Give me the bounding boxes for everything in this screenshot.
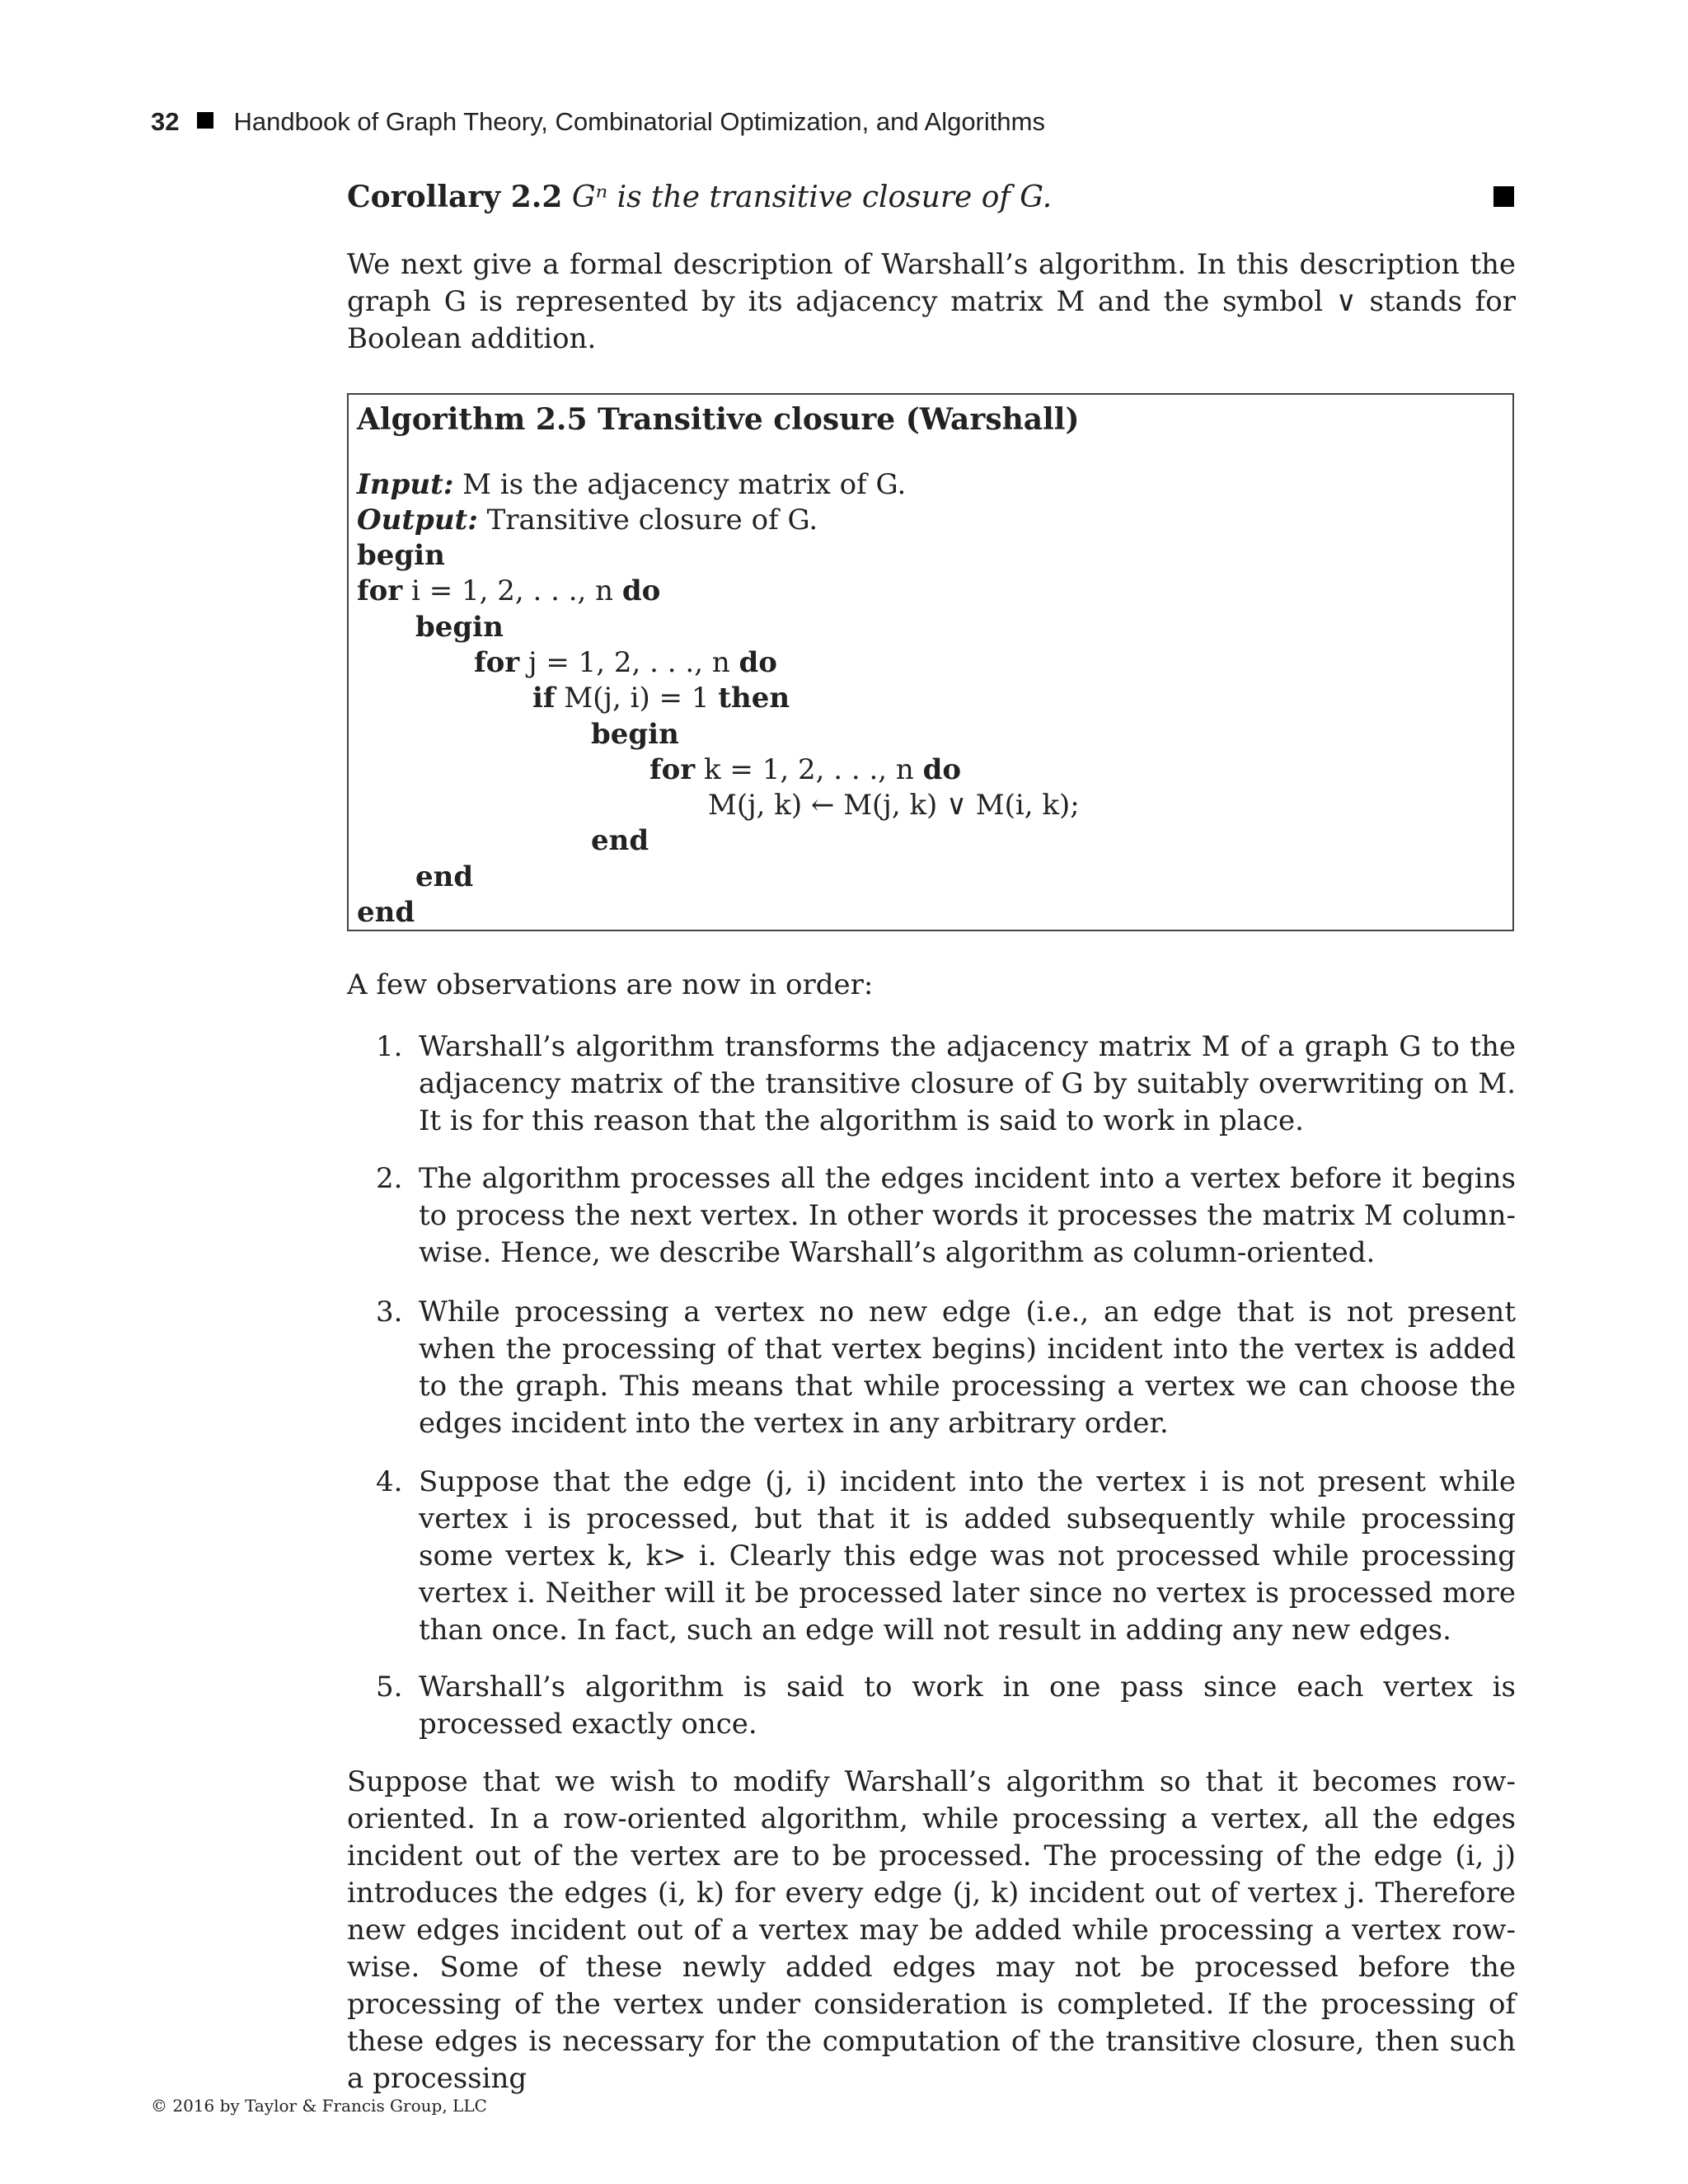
algorithm-expression: j = 1, 2, . . ., n [519, 646, 739, 679]
algorithm-line [474, 645, 777, 681]
algorithm-line [591, 717, 679, 752]
algorithm-line [532, 681, 790, 716]
observation-item [376, 1669, 1516, 1743]
algorithm-keyword: do [922, 753, 962, 786]
observation-text: Warshall’s algorithm transforms the adjacency matrix M of a graph G to the adjacency matrix of the transitive closure of G by suitably overwriting on M. It is for this reason that the algorithm is said to work in place. [419, 1030, 1516, 1137]
observation-text: While processing a vertex no new edge (i.e., an edge that is not present when the processing of that vertex begins) incident into the vertex is added to the graph. This means that while processing a vertex we can choose the edges incident into the vertex in any arbitrary order. [419, 1296, 1516, 1440]
observation-number: 5. [376, 1671, 403, 1704]
observation-text: Suppose that the edge (j, i) incident into the vertex i is not present while vertex i is processed, but that it is added subsequently while processing some vertex k, k> i. Clearly this edge was not processed while processing vertex i. Neither will it be processed later since no vertex is processed more than once. In fact, such an edge will not result in adding any new edges. [419, 1465, 1516, 1647]
algorithm-keyword: for [649, 753, 696, 786]
running-head [151, 105, 1045, 138]
observation-item [376, 1464, 1516, 1649]
algorithm-keyword: begin [591, 718, 679, 751]
algorithm-keyword: end [357, 896, 415, 929]
input-text: M is the adjacency matrix of G. [453, 468, 907, 501]
observation-number: 4. [376, 1465, 403, 1498]
observation-number: 3. [376, 1296, 403, 1329]
algorithm-output [357, 503, 818, 538]
square-bullet-icon [197, 112, 213, 129]
algorithm-keyword: end [415, 860, 474, 893]
book-title: Handbook of Graph Theory, Combinatorial Optimization, and Algorithms [233, 107, 1045, 136]
algorithm-keyword: end [591, 824, 649, 857]
output-label: Output: [357, 504, 478, 537]
qed-square-icon [1493, 186, 1514, 207]
corollary-statement: Gⁿ is the transitive closure of G. [571, 180, 1053, 214]
corollary-label: Corollary 2.2 [347, 180, 563, 214]
output-text: Transitive closure of G. [477, 504, 818, 537]
algorithm-line [591, 823, 649, 859]
algorithm-keyword: do [738, 646, 777, 679]
algorithm-line [415, 610, 504, 645]
observation-number: 1. [376, 1030, 403, 1063]
row-oriented-paragraph: Suppose that we wish to modify Warshall’s algorithm so that it becomes row-oriented. In a row-oriented algorithm, while processing a vertex, all the edges incident out of the vertex are to be processed. The processing of the edge (i, j) introduces the edges (i, k) for every edge (j, k) incident out of vertex j. Therefore new edges incident out of a vertex may be added while processing a vertex row-wise. Some of these newly added edges may not be processed before the processing of the vertex under consideration is completed. If the processing of these edges is necessary for the computation of the transitive closure, then such a processing [347, 1765, 1516, 2095]
algorithm-keyword: for [357, 574, 403, 607]
algorithm-line [708, 788, 1080, 823]
algorithm-keyword: begin [415, 611, 504, 644]
observations-intro: A few observations are now in order: [347, 968, 874, 1001]
algorithm-expression: i = 1, 2, . . ., n [402, 574, 622, 607]
algorithm-expression: k = 1, 2, . . ., n [695, 753, 923, 786]
algorithm-keyword: if [532, 682, 556, 715]
observation-item [376, 1294, 1516, 1442]
input-label: Input: [357, 468, 454, 501]
algorithm-keyword: do [621, 574, 661, 607]
copyright-footer: © 2016 by Taylor & Francis Group, LLC [151, 2096, 487, 2116]
algorithm-keyword: begin [357, 539, 445, 572]
corollary [347, 177, 1052, 218]
observation-number: 2. [376, 1162, 403, 1195]
observation-text: Warshall’s algorithm is said to work in one pass since each vertex is processed exactly once. [419, 1671, 1516, 1741]
observation-text: The algorithm processes all the edges incident into a vertex before it begins to process the next vertex. In other words it processes the matrix M column-wise. Hence, we describe Warshall’s algorithm as column-oriented. [419, 1162, 1516, 1269]
algorithm-keyword: then [718, 682, 790, 715]
algorithm-line [357, 895, 415, 930]
algorithm-title: Algorithm 2.5 Transitive closure (Warshall) [357, 402, 1080, 437]
algorithm-expression: M(j, i) = 1 [555, 682, 719, 715]
algorithm-line [357, 574, 660, 609]
page-number: 32 [151, 107, 180, 136]
observation-item [376, 1160, 1516, 1272]
intro-paragraph: We next give a formal description of Warshall’s algorithm. In this description the graph G is represented by its adjacency matrix M and the symbol ∨ stands for Boolean addition. [347, 248, 1516, 355]
algorithm-input [357, 467, 906, 503]
algorithm-line [415, 860, 473, 895]
algorithm-expression: M(j, k) ← M(j, k) ∨ M(i, k); [708, 789, 1080, 822]
algorithm-keyword: for [474, 646, 520, 679]
observation-item [376, 1029, 1516, 1140]
algorithm-line [649, 752, 961, 788]
algorithm-line [357, 538, 445, 574]
